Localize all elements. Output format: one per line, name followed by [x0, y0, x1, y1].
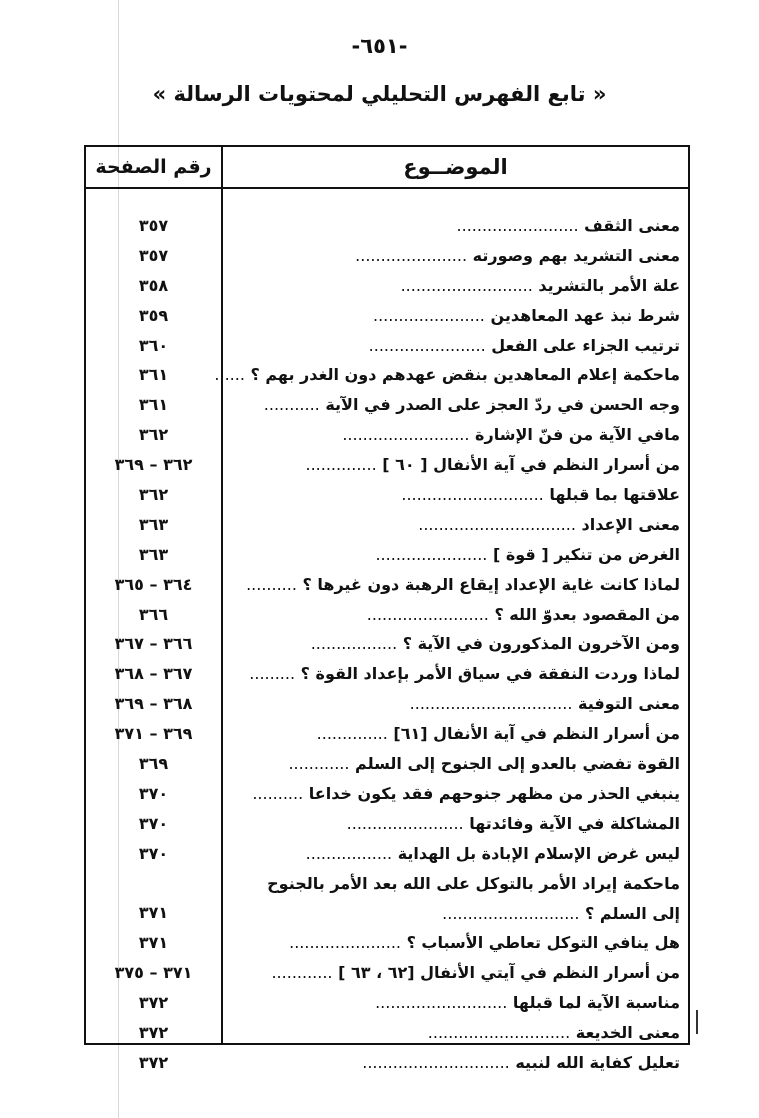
leader-dots: ........................: [456, 216, 579, 235]
topic-text: معنى التشريد بهم وصورته: [472, 245, 680, 265]
topic-text: هل ينافي التوكل تعاطي الأسباب ؟: [406, 933, 680, 953]
topic-cell: [240, 719, 680, 749]
table-row: [86, 1048, 688, 1078]
page-cell: ٣٦٦ – ٣٦٧: [114, 634, 193, 654]
topic-cell: [240, 450, 680, 480]
topic-cell: [240, 659, 680, 689]
table-row: [86, 749, 688, 779]
topic-text: من أسرار النظم في آيتي الأنفال [٦٢ ، ٦٣ ]: [338, 963, 680, 983]
leader-dots: ......................: [355, 245, 468, 265]
topic-text: علة الأمر بالتشريد: [538, 275, 680, 295]
leader-dots: ......................: [289, 933, 401, 953]
page-cell: ٣٧٠: [138, 843, 169, 863]
leader-dots: ......................: [375, 544, 488, 564]
leader-dots: ........................: [366, 604, 489, 624]
page-cell: ٣٦١: [138, 365, 169, 385]
topic-text: القوة تفضي بالعدو إلى الجنوح إلى السلم: [355, 754, 680, 774]
header-topic: الموضــوع: [403, 155, 508, 179]
table-row: [86, 988, 688, 1018]
leader-dots: .................: [305, 843, 393, 863]
page-cell: ٣٦٣: [138, 544, 169, 564]
page-cell: ٣٦١: [138, 395, 169, 415]
index-table: [84, 145, 690, 1072]
page-number: -٦٥١-: [351, 34, 408, 58]
topic-text: من المقصود بعدوّ الله ؟: [494, 604, 680, 624]
page-cell: ٣٦٣: [138, 514, 169, 534]
topic-text: لماذا كانت غاية الإعداد إيقاع الرهبة دون غيرها ؟: [302, 574, 680, 594]
topic-text: ماحكمة إيراد الأمر بالتوكل على الله بعد الأمر بالجنوح إلى السلم ؟: [267, 873, 680, 923]
topic-text: من أسرار النظم في آية الأنفال [ ٦٠ ]: [382, 455, 680, 475]
leader-dots: ...........: [263, 395, 320, 415]
topic-cell: [240, 1018, 680, 1048]
page-cell: ٣٧٠: [138, 813, 169, 833]
topic-text: ماحكمة إعلام المعاهدين بنقض عهدهم دون الغدر بهم ؟: [250, 365, 680, 385]
topic-cell: [240, 869, 680, 929]
table-row: [86, 360, 688, 390]
leader-dots: .................: [310, 634, 398, 654]
page-cell: ٣٦٩ – ٣٧١: [114, 724, 193, 744]
topic-cell: [240, 480, 680, 510]
page-cell: ٣٧٢: [138, 993, 169, 1013]
topic-cell: [240, 301, 680, 331]
topic-text: معنى الخديعة: [575, 1023, 680, 1043]
topic-text: مناسبة الآية لما قبلها: [512, 993, 680, 1013]
topic-text: معنى الإعداد: [581, 514, 680, 534]
table-row: [86, 1018, 688, 1048]
page-cell: ٣٧١ – ٣٧٥: [114, 963, 193, 983]
topic-cell: [240, 779, 680, 809]
table-row: [86, 928, 688, 958]
table-row: [86, 869, 688, 929]
leader-dots: ..........: [252, 783, 304, 803]
topic-text: ومن الآخرون المذكورون في الآية ؟: [402, 634, 680, 654]
table-row: [86, 570, 688, 600]
page-cell: ٣٥٧: [138, 245, 169, 265]
page-cell: ٣٧١: [138, 933, 169, 953]
page-cell: ٣٧١: [138, 903, 169, 923]
table-row: [86, 540, 688, 570]
table-row: [86, 301, 688, 331]
page-cell: ٣٦٩: [138, 754, 169, 774]
table-row: [86, 211, 688, 241]
topic-text: علاقتها بما قبلها: [549, 485, 680, 505]
leader-dots: ............: [288, 754, 350, 774]
table-row: [86, 689, 688, 719]
leader-dots: ..............: [316, 724, 388, 744]
header-page-number: رقم الصفحة: [95, 156, 212, 178]
topic-cell: [240, 420, 680, 450]
page-cell: ٣٦٤ – ٣٦٥: [114, 574, 193, 594]
topic-cell: [240, 629, 680, 659]
leader-dots: ............: [271, 963, 333, 983]
leader-dots: .......................: [368, 335, 486, 355]
topic-cell: [240, 241, 680, 271]
topic-cell: [240, 689, 680, 719]
leader-dots: ......................: [373, 305, 485, 325]
table-row: [86, 480, 688, 510]
topic-text: تعليل كفاية الله لنبيه: [515, 1052, 680, 1072]
margin-mark: [696, 1010, 698, 1034]
table-row: [86, 719, 688, 749]
topic-text: الغرض من تنكير [ قوة ]: [492, 544, 680, 564]
leader-dots: ................................: [409, 694, 573, 714]
leader-dots: ..........: [246, 574, 297, 594]
page-cell: ٣٦٢ – ٣٦٩: [114, 455, 193, 475]
table-row: [86, 450, 688, 480]
topic-text: وجه الحسن في ردّ العجز على الصدر في الآية: [325, 395, 680, 415]
table-row: [86, 510, 688, 540]
table-row: [86, 271, 688, 301]
topic-text: مافي الآية من فنّ الإشارة: [475, 425, 680, 445]
table-row: [86, 809, 688, 839]
table-row: [86, 958, 688, 988]
page-cell: ٣٦٦: [138, 604, 169, 624]
table-row: [86, 241, 688, 271]
topic-cell: [214, 360, 680, 390]
topic-cell: [240, 271, 680, 301]
topic-text: معنى التوفية: [578, 694, 680, 714]
topic-cell: [240, 331, 680, 361]
topic-text: ترتيب الجزاء على الفعل: [491, 335, 680, 355]
table-row: [86, 779, 688, 809]
leader-dots: ......: [214, 365, 245, 385]
page-cell: ٣٦٨ – ٣٦٩: [114, 694, 193, 714]
topic-text: شرط نبذ عهد المعاهدين: [490, 305, 680, 325]
page-cell: ٣٥٩: [138, 305, 169, 325]
table-row: [86, 600, 688, 630]
topic-cell: [240, 958, 680, 988]
topic-cell: [240, 988, 680, 1018]
page-cell: ٣٦٧ – ٣٦٨: [114, 664, 193, 684]
leader-dots: .........................: [342, 425, 470, 445]
leader-dots: .......................: [346, 813, 464, 833]
leader-dots: .........: [249, 664, 296, 684]
page-cell: ٣٦٠: [138, 335, 169, 355]
table-row: [86, 659, 688, 689]
table-row: [86, 839, 688, 869]
table-row: [86, 420, 688, 450]
topic-text: ليس غرض الإسلام الإبادة بل الهداية: [397, 843, 680, 863]
leader-dots: ...........................: [442, 903, 580, 923]
page-cell: ٣٧٢: [138, 1023, 169, 1043]
page-cell: ٣٦٢: [138, 485, 169, 505]
topic-text: ينبغي الحذر من مظهر جنوحهم فقد يكون خداعا: [308, 783, 680, 803]
topic-text: لماذا وردت النفقة في سياق الأمر بإعداد القوة ؟: [300, 664, 680, 684]
page-cell: ٣٧٠: [138, 783, 169, 803]
table-row: [86, 629, 688, 659]
leader-dots: .............................: [362, 1052, 510, 1072]
leader-dots: ..........................: [400, 275, 533, 295]
page-cell: ٣٥٨: [138, 275, 169, 295]
leader-dots: ............................: [401, 485, 544, 505]
page-cell: ٣٧٢: [138, 1052, 169, 1072]
page-cell: ٣٦٢: [138, 425, 169, 445]
page-title: « تابع الفهرس التحليلي لمحتويات الرسالة »: [152, 82, 607, 106]
header-divider: [86, 187, 688, 189]
topic-cell: [240, 749, 680, 779]
topic-cell: [240, 211, 680, 241]
topic-cell: [240, 1048, 680, 1078]
topic-cell: [240, 540, 680, 570]
leader-dots: ...............................: [418, 514, 576, 534]
leader-dots: ............................: [427, 1023, 571, 1043]
topic-cell: [240, 839, 680, 869]
leader-dots: ..........................: [375, 993, 508, 1013]
topic-cell: [240, 600, 680, 630]
topic-text: من أسرار النظم في آية الأنفال [٦١]: [393, 724, 680, 744]
topic-text: معنى الثقف: [584, 216, 680, 235]
table-row: [86, 331, 688, 361]
page-cell: ٣٥٧: [138, 216, 169, 235]
table-row: [86, 390, 688, 420]
topic-cell: [240, 570, 680, 600]
index-rows: [86, 211, 688, 1078]
topic-cell: [240, 928, 680, 958]
topic-cell: [240, 809, 680, 839]
topic-cell: [240, 390, 680, 420]
leader-dots: ..............: [305, 455, 377, 475]
topic-text: المشاكلة في الآية وفائدتها: [469, 813, 680, 833]
topic-cell: [240, 510, 680, 540]
